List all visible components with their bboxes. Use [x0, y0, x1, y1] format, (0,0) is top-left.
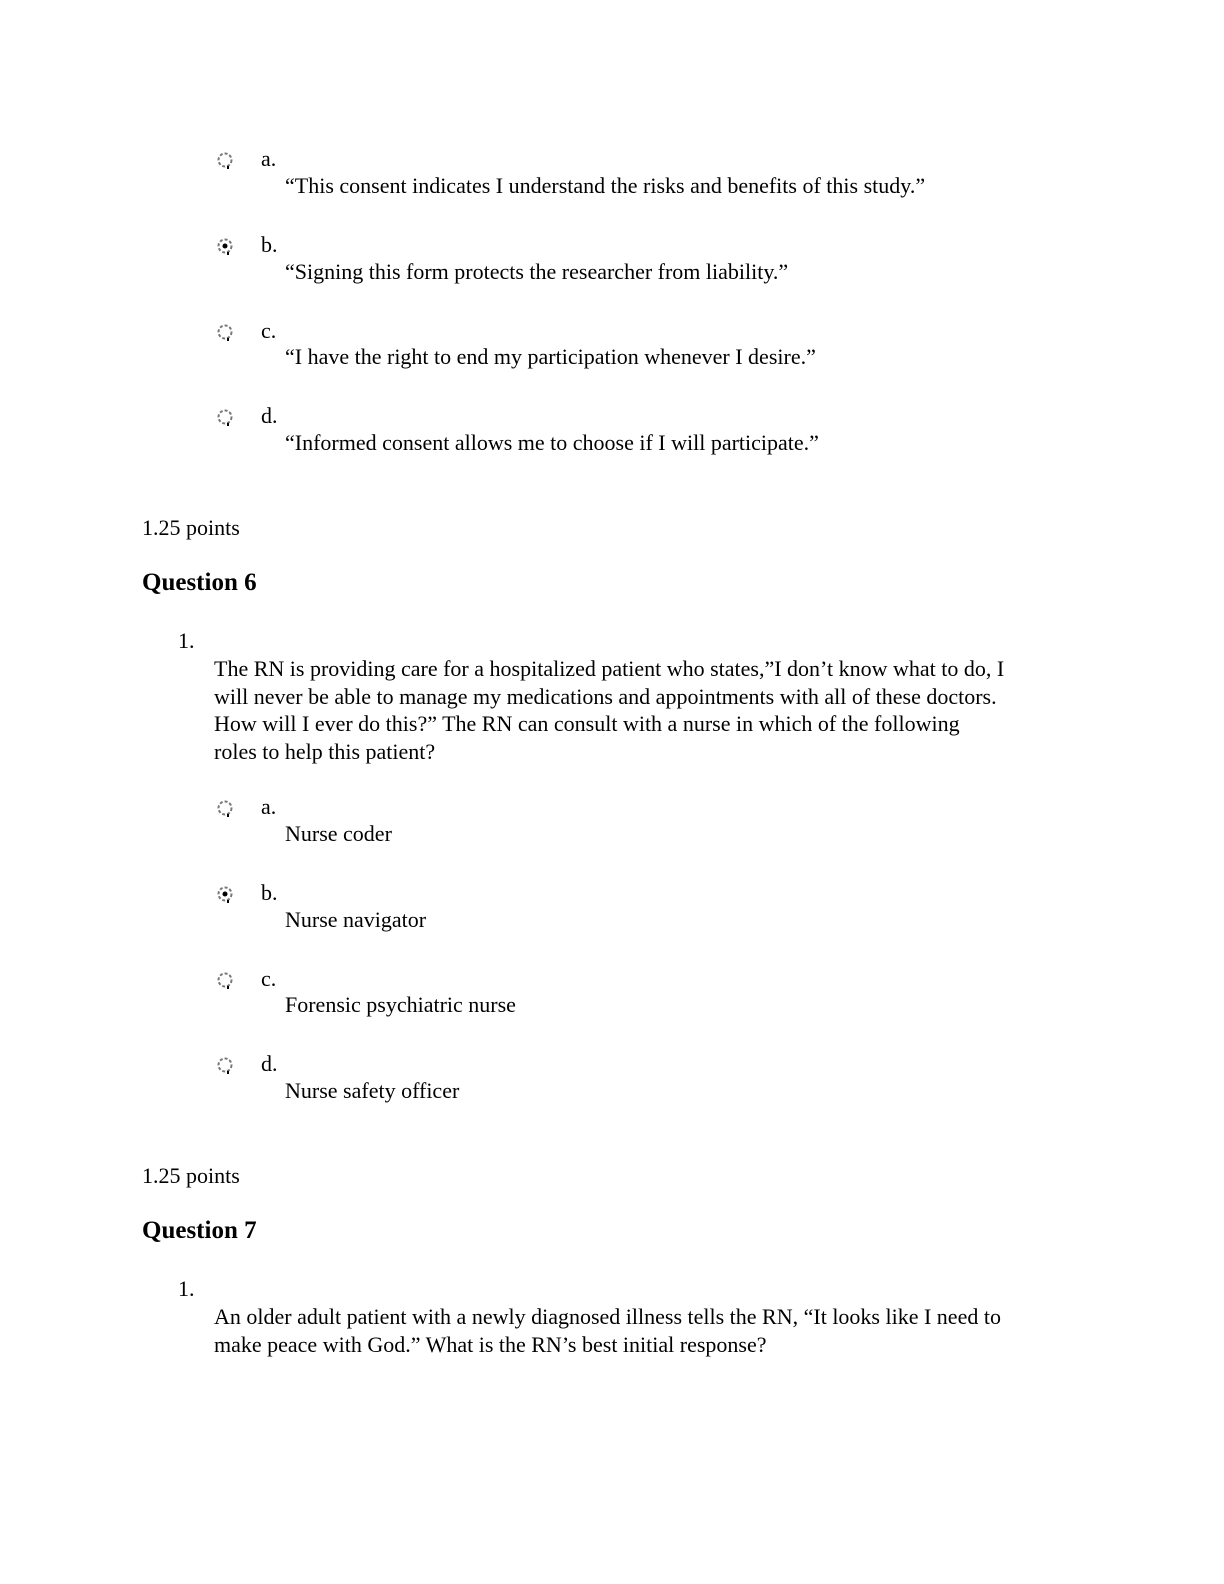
question-title: Question 7	[142, 1217, 257, 1244]
question-text-line: The RN is providing care for a hospitalized patient who states,”I don’t know what to do, I	[214, 656, 1005, 681]
radio-q5-c[interactable]	[216, 323, 234, 341]
option-letter: c.	[261, 966, 277, 991]
radio-empty-icon	[216, 1056, 234, 1074]
question-text-line: make peace with God.” What is the RN’s best initial response?	[214, 1331, 767, 1357]
points-label: 1.25 points	[142, 1163, 240, 1188]
radio-empty-icon	[216, 799, 234, 817]
option-letter: b.	[261, 880, 278, 905]
radio-q6-d[interactable]	[216, 1056, 234, 1074]
option-letter: b.	[261, 232, 278, 257]
question-number: 1.	[178, 628, 195, 653]
option-text: “I have the right to end my participation whenever I desire.”	[285, 344, 816, 369]
radio-q5-b[interactable]	[216, 237, 234, 255]
radio-selected-icon	[216, 237, 234, 255]
question-number: 1.	[178, 1276, 195, 1301]
radio-q6-c[interactable]	[216, 971, 234, 989]
option-letter: d.	[261, 403, 278, 428]
radio-empty-icon	[216, 151, 234, 169]
question-text-line: An older adult patient with a newly diagnosed illness tells the RN, “It looks like I need to	[214, 1304, 1001, 1329]
radio-empty-icon	[216, 971, 234, 989]
radio-empty-icon	[216, 323, 234, 341]
points-label: 1.25 points	[142, 515, 240, 540]
radio-q6-a[interactable]	[216, 799, 234, 817]
radio-q6-b[interactable]	[216, 885, 234, 903]
option-letter: a.	[261, 146, 277, 171]
option-text: “Informed consent allows me to choose if I will participate.”	[285, 430, 819, 455]
option-letter: c.	[261, 318, 277, 343]
question-text-line: will never be able to manage my medications and appointments with all of these doctors.	[214, 683, 997, 709]
option-text: Nurse safety officer	[285, 1078, 460, 1103]
question-text	[214, 1303, 1084, 1358]
option-text: Nurse coder	[285, 821, 392, 846]
radio-q5-a[interactable]	[216, 151, 234, 169]
option-text: Nurse navigator	[285, 907, 427, 932]
option-letter: a.	[261, 794, 277, 819]
question-text-line: How will I ever do this?” The RN can consult with a nurse in which of the following	[214, 711, 960, 736]
option-text: “Signing this form protects the researcher from liability.”	[285, 259, 789, 284]
question-text-line: roles to help this patient?	[214, 738, 436, 764]
radio-selected-icon	[216, 885, 234, 903]
radio-q5-d[interactable]	[216, 408, 234, 426]
option-text: Forensic psychiatric nurse	[285, 992, 516, 1017]
question-title: Question 6	[142, 569, 257, 596]
option-letter: d.	[261, 1051, 278, 1076]
radio-empty-icon	[216, 408, 234, 426]
question-text	[214, 655, 1084, 765]
option-text: “This consent indicates I understand the risks and benefits of this study.”	[285, 173, 926, 198]
